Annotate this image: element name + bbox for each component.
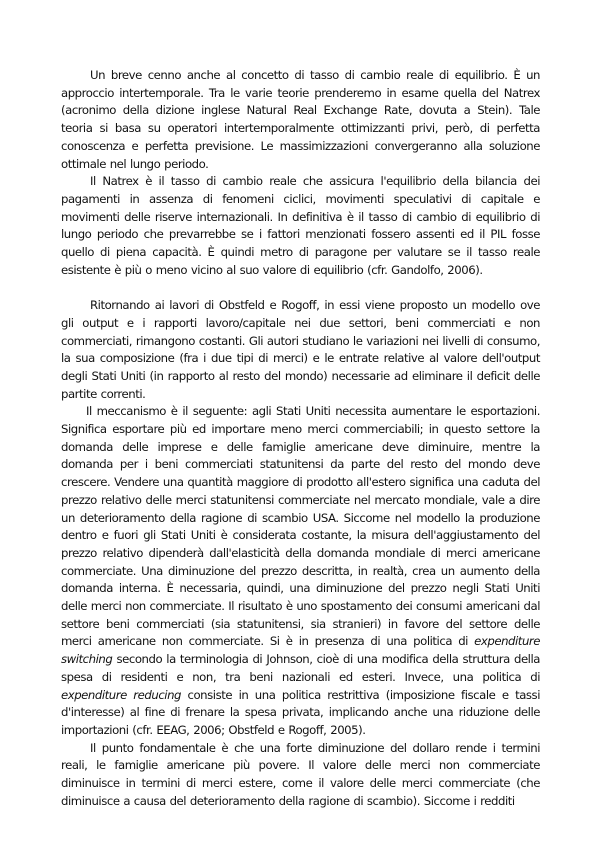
paragraph-obstfeld-rogoff-model: Ritornando ai lavori di Obstfeld e Rogoff, in essi viene proposto un modello ove gli output e i rapporti lavoro/capitale nei due settori, beni commerciati e non commerciati, rimangono costanti. Gli autori studiano le variazioni nei livelli di consumo, la sua composizione (fra i due tipi di merci) e le entrate relative al valore dell'output degli Stati Uniti (in rapporto al resto del mondo) necessarie ad eliminare il deficit delle partite correnti.: [61, 298, 540, 401]
paragraph-natrex-definition: Il Natrex è il tasso di cambio reale che assicura l'equilibrio della bilancia dei pagamenti in assenza di fenomeni ciclici, movimenti speculativi di capitale e movimenti delle riserve internazionali. In definitiva è il tasso di cambio di equilibrio di lungo periodo che prevarrebbe se i fattori menzionati fossero assenti ed il PIL fosse quello di piena capacità. È quindi metro di paragone per valutare se il tasso reale esistente è più o meno vicino al suo valore di equilibrio (cfr. Gandolfo, 2006).: [61, 174, 540, 277]
paragraph-dollar-decline: Il punto fondamentale è che una forte diminuzione del dollaro rende i termini reali, le famiglie americane più povere. Il valore delle merci non commerciate diminuisce in termini di merci estere, come il valore delle merci commerciate (che diminuisce a causa del deterioramento della ragione di scambio). Siccome i redditi: [61, 740, 540, 808]
term-expenditure-reducing: expenditure reducing: [61, 687, 182, 702]
term-expenditure-switching: expenditure switching: [61, 634, 540, 667]
body-text: [61, 67, 540, 811]
mechanism-text-part3: consiste in una politica restrittiva (imposizione fiscale e tassi d'interesse) al fine di frenare la spesa privata, implicando anche una riduzione delle importazioni (cfr. EEAG, 2006; Obstfeld e Rogoff, 2005).: [61, 687, 540, 737]
mechanism-text-part2: secondo la terminologia di Johnson, cioè di una modifica della struttura della spesa di residenti e non, tra beni nazionali ed esteri. Invece, una politica di: [61, 652, 540, 684]
paragraph-mechanism: [61, 403, 540, 739]
mechanism-text-part1: Il meccanismo è il seguente: agli Stati Uniti necessita aumentare le esportazioni. Significa esportare più ed importare meno merci commerciabili; in questo settore la domanda delle imprese e delle famiglie americane deve diminuire, mentre la domanda per i beni commerciati statunitensi da parte del resto del mondo deve crescere. Vendere una quantità maggiore di prodotto all'estero significa una caduta del prezzo relativo delle merci statunitensi commerciate nel mercato mondiale, vale a dire un deterioramento della ragione di scambio USA. Siccome nel modello la produzione dentro e fuori gli Stati Uniti è considerata costante, la misura dell'aggiustamento del prezzo relativo dipenderà dall'elasticità della domanda mondiale di merci americane commerciate. Una diminuzione del prezzo descritta, in realtà, crea un aumento della domanda interna. È necessaria, quindi, una diminuzione del prezzo negli Stati Uniti delle merci non commerciate. Il risultato è uno spostamento dei consumi americani dal settore beni commerciati (sia statunitensi, sia stranieri) in favore del settore delle merci americane non commerciate. Si è in presenza di una politica di: [61, 404, 540, 649]
paragraph-equilibrium-intro: Un breve cenno anche al concetto di tasso di cambio reale di equilibrio. È un approccio intertemporale. Tra le varie teorie prenderemo in esame quella del Natrex (acronimo della dizione inglese Natural Real Exchange Rate, dovuta a Stein). Tale teoria si basa su operatori intertemporalmente ottimizzanti privi, però, di perfetta conoscenza e perfetta previsione. Le massimizzazioni convergeranno alla soluzione ottimale nel lungo periodo.: [61, 68, 540, 171]
